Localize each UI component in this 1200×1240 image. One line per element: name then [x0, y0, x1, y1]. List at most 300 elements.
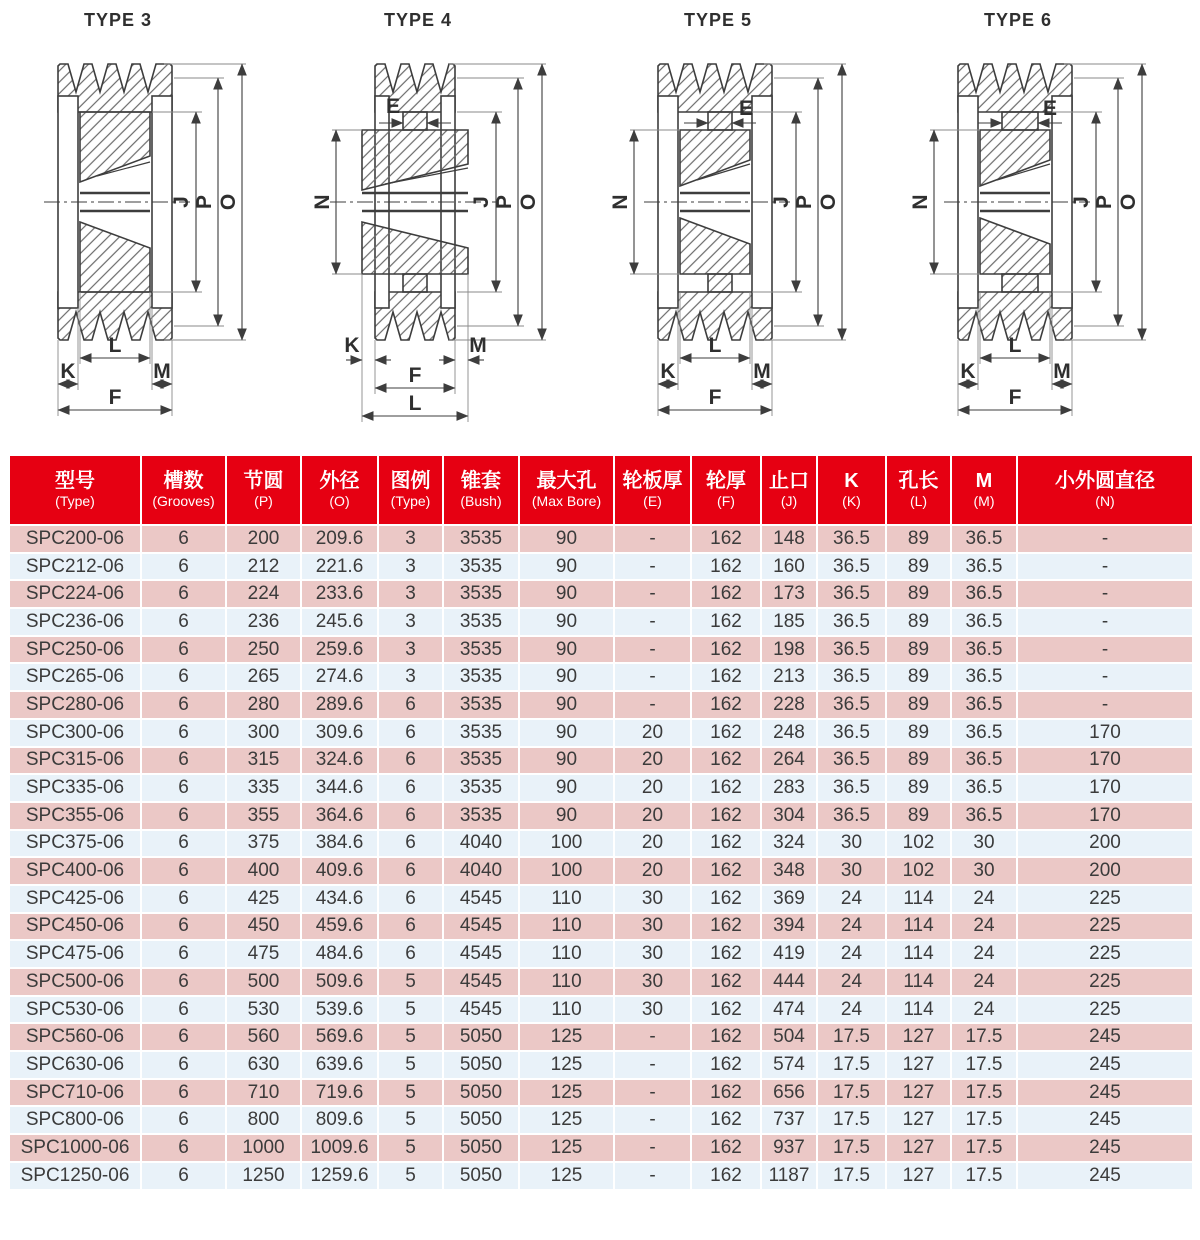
table-cell: 3535 [443, 719, 519, 747]
table-cell: 89 [886, 636, 951, 664]
table-cell: 110 [519, 940, 614, 968]
column-header: 外径 (O) [301, 455, 378, 525]
table-cell: 20 [614, 802, 691, 830]
table-cell: SPC236-06 [9, 608, 141, 636]
table-cell: 30 [951, 857, 1017, 885]
table-cell: 6 [141, 636, 226, 664]
table-cell: 200 [1017, 830, 1193, 858]
table-cell: SPC212-06 [9, 553, 141, 581]
table-cell: 110 [519, 913, 614, 941]
dim-l: L [708, 334, 722, 357]
table-cell: 17.5 [951, 1023, 1017, 1051]
table-cell: 30 [614, 940, 691, 968]
table-cell: 3535 [443, 553, 519, 581]
table-cell: 6 [378, 913, 443, 941]
table-cell: - [614, 1106, 691, 1134]
table-cell: 90 [519, 636, 614, 664]
table-cell: 36.5 [817, 525, 886, 553]
table-cell: 30 [951, 830, 1017, 858]
table-cell: 36.5 [817, 719, 886, 747]
table-cell: 36.5 [951, 525, 1017, 553]
column-header: 轮厚 (F) [691, 455, 761, 525]
table-cell: 400 [226, 857, 301, 885]
table-cell: 110 [519, 968, 614, 996]
table-cell: 3535 [443, 691, 519, 719]
table-cell: 5050 [443, 1134, 519, 1162]
table-cell: 17.5 [951, 1106, 1017, 1134]
table-cell: - [1017, 608, 1193, 636]
spec-table [8, 454, 1194, 1191]
table-cell: 1187 [761, 1162, 817, 1190]
dim-m: M [153, 360, 171, 383]
table-cell: 6 [378, 691, 443, 719]
table-cell: 245 [1017, 1106, 1193, 1134]
table-cell: 324.6 [301, 747, 378, 775]
table-cell: 89 [886, 691, 951, 719]
table-cell: 369 [761, 885, 817, 913]
column-header: 图例 (Type) [378, 455, 443, 525]
table-cell: 259.6 [301, 636, 378, 664]
type-3-drawing [0, 0, 300, 450]
dim-o: O [817, 193, 840, 211]
table-row [9, 830, 1193, 858]
dim-k: K [60, 360, 76, 383]
table-cell: SPC500-06 [9, 968, 141, 996]
table-cell: 17.5 [817, 1106, 886, 1134]
table-cell: 6 [378, 830, 443, 858]
table-cell: 504 [761, 1023, 817, 1051]
type-4-diagram [300, 0, 600, 450]
table-cell: 185 [761, 608, 817, 636]
table-cell: SPC355-06 [9, 802, 141, 830]
table-cell: 89 [886, 802, 951, 830]
table-cell: 574 [761, 1051, 817, 1079]
table-cell: 5 [378, 1023, 443, 1051]
table-cell: 127 [886, 1134, 951, 1162]
table-cell: 425 [226, 885, 301, 913]
table-cell: 90 [519, 553, 614, 581]
table-cell: 90 [519, 525, 614, 553]
table-cell: 162 [691, 663, 761, 691]
table-cell: 6 [378, 774, 443, 802]
table-cell: 6 [141, 830, 226, 858]
table-cell: 710 [226, 1079, 301, 1107]
table-cell: 162 [691, 885, 761, 913]
table-cell: 127 [886, 1079, 951, 1107]
table-cell: 17.5 [817, 1079, 886, 1107]
table-cell: 162 [691, 774, 761, 802]
dim-m: M [753, 360, 771, 383]
table-row [9, 747, 1193, 775]
table-cell: 114 [886, 940, 951, 968]
drawing-title: TYPE 4 [383, 10, 453, 30]
table-cell: 162 [691, 1079, 761, 1107]
table-row [9, 968, 1193, 996]
table-cell: 162 [691, 857, 761, 885]
table-cell: 162 [691, 968, 761, 996]
table-cell: 200 [1017, 857, 1193, 885]
table-cell: 419 [761, 940, 817, 968]
table-cell: 364.6 [301, 802, 378, 830]
table-cell: 36.5 [951, 802, 1017, 830]
table-cell: 162 [691, 636, 761, 664]
table-cell: 36.5 [817, 691, 886, 719]
table-cell: 228 [761, 691, 817, 719]
table-cell: 344.6 [301, 774, 378, 802]
table-row [9, 1162, 1193, 1190]
table-row [9, 636, 1193, 664]
table-cell: 245 [1017, 1079, 1193, 1107]
table-cell: 36.5 [951, 580, 1017, 608]
table-cell: 125 [519, 1106, 614, 1134]
drawing-title: TYPE 3 [83, 10, 153, 30]
table-cell: 160 [761, 553, 817, 581]
table-cell: 162 [691, 525, 761, 553]
table-cell: 6 [141, 885, 226, 913]
table-header-row [9, 455, 1193, 525]
table-cell: 36.5 [817, 608, 886, 636]
table-cell: 5 [378, 1079, 443, 1107]
table-cell: 6 [141, 1162, 226, 1190]
table-cell: 245.6 [301, 608, 378, 636]
dim-p: P [493, 194, 516, 210]
table-cell: 656 [761, 1079, 817, 1107]
table-cell: 162 [691, 802, 761, 830]
type-4-drawing [300, 0, 600, 450]
table-cell: - [614, 636, 691, 664]
table-cell: 6 [141, 1051, 226, 1079]
table-cell: 5 [378, 996, 443, 1024]
table-cell: 89 [886, 553, 951, 581]
table-cell: - [614, 663, 691, 691]
table-cell: 20 [614, 857, 691, 885]
table-cell: 36.5 [817, 553, 886, 581]
dim-l: L [1008, 334, 1022, 357]
table-cell: 375 [226, 830, 301, 858]
table-cell: SPC1000-06 [9, 1134, 141, 1162]
table-row [9, 913, 1193, 941]
table-cell: 475 [226, 940, 301, 968]
table-cell: - [614, 608, 691, 636]
table-cell: 719.6 [301, 1079, 378, 1107]
table-cell: 162 [691, 1023, 761, 1051]
dim-e: E [385, 95, 401, 118]
table-cell: 90 [519, 802, 614, 830]
table-cell: 4545 [443, 913, 519, 941]
table-cell: 384.6 [301, 830, 378, 858]
table-cell: 4545 [443, 885, 519, 913]
dim-m: M [1053, 360, 1071, 383]
column-header: 最大孔 (Max Bore) [519, 455, 614, 525]
dim-m: M [469, 334, 487, 357]
table-cell: 355 [226, 802, 301, 830]
table-cell: 3535 [443, 663, 519, 691]
table-cell: 394 [761, 913, 817, 941]
table-cell: 5050 [443, 1162, 519, 1190]
dim-k: K [660, 360, 676, 383]
table-cell: 6 [378, 802, 443, 830]
table-cell: 114 [886, 968, 951, 996]
table-cell: 114 [886, 913, 951, 941]
table-cell: 6 [141, 580, 226, 608]
table-cell: 348 [761, 857, 817, 885]
column-header: 槽数 (Grooves) [141, 455, 226, 525]
table-cell: 639.6 [301, 1051, 378, 1079]
table-row [9, 857, 1193, 885]
table-cell: 114 [886, 996, 951, 1024]
table-cell: - [614, 580, 691, 608]
table-cell: 4545 [443, 996, 519, 1024]
table-cell: SPC1250-06 [9, 1162, 141, 1190]
table-cell: 809.6 [301, 1106, 378, 1134]
table-cell: 17.5 [817, 1162, 886, 1190]
table-cell: 5 [378, 1051, 443, 1079]
table-row [9, 553, 1193, 581]
table-cell: 484.6 [301, 940, 378, 968]
table-cell: 102 [886, 857, 951, 885]
dim-e: E [1042, 97, 1058, 120]
dim-o: O [517, 193, 540, 211]
table-cell: 89 [886, 747, 951, 775]
column-header: 节圆 (P) [226, 455, 301, 525]
table-cell: 17.5 [951, 1134, 1017, 1162]
table-row [9, 1134, 1193, 1162]
dim-f: F [108, 386, 122, 409]
table-cell: 409.6 [301, 857, 378, 885]
table-cell: 225 [1017, 940, 1193, 968]
table-cell: 6 [141, 1079, 226, 1107]
table-cell: 304 [761, 802, 817, 830]
table-cell: 5 [378, 1134, 443, 1162]
table-cell: 474 [761, 996, 817, 1024]
table-cell: 114 [886, 885, 951, 913]
table-row [9, 802, 1193, 830]
table-cell: 315 [226, 747, 301, 775]
table-cell: 6 [141, 774, 226, 802]
table-cell: 264 [761, 747, 817, 775]
table-cell: 162 [691, 1134, 761, 1162]
table-cell: 20 [614, 830, 691, 858]
table-cell: 162 [691, 1162, 761, 1190]
table-cell: 530 [226, 996, 301, 1024]
table-cell: 36.5 [951, 719, 1017, 747]
table-cell: 225 [1017, 968, 1193, 996]
table-cell: 221.6 [301, 553, 378, 581]
table-cell: 6 [378, 719, 443, 747]
table-cell: 1250 [226, 1162, 301, 1190]
table-cell: 630 [226, 1051, 301, 1079]
table-cell: 200 [226, 525, 301, 553]
dim-p: P [1093, 194, 1116, 210]
table-cell: 3 [378, 553, 443, 581]
table-cell: 36.5 [951, 553, 1017, 581]
table-cell: 225 [1017, 885, 1193, 913]
table-cell: 6 [141, 968, 226, 996]
table-cell: - [614, 1134, 691, 1162]
table-cell: 265 [226, 663, 301, 691]
table-cell: 125 [519, 1162, 614, 1190]
table-cell: 170 [1017, 747, 1193, 775]
drawings-strip [0, 0, 1200, 450]
table-cell: 17.5 [817, 1134, 886, 1162]
table-cell: 6 [141, 553, 226, 581]
table-cell: 24 [951, 940, 1017, 968]
table-cell: 100 [519, 857, 614, 885]
dim-o: O [1117, 193, 1140, 211]
table-cell: 283 [761, 774, 817, 802]
table-cell: 245 [1017, 1162, 1193, 1190]
table-cell: 6 [141, 719, 226, 747]
table-cell: 162 [691, 719, 761, 747]
dim-k: K [960, 360, 976, 383]
table-cell: 5 [378, 1106, 443, 1134]
table-cell: 90 [519, 608, 614, 636]
table-cell: 162 [691, 830, 761, 858]
table-cell: 162 [691, 608, 761, 636]
table-cell: 245 [1017, 1023, 1193, 1051]
table-cell: 162 [691, 1051, 761, 1079]
table-cell: 148 [761, 525, 817, 553]
table-cell: 3535 [443, 774, 519, 802]
table-cell: 434.6 [301, 885, 378, 913]
table-cell: 289.6 [301, 691, 378, 719]
table-cell: 209.6 [301, 525, 378, 553]
table-cell: - [614, 691, 691, 719]
table-cell: 24 [817, 968, 886, 996]
dim-f: F [1008, 386, 1022, 409]
table-cell: 89 [886, 580, 951, 608]
table-cell: 102 [886, 830, 951, 858]
table-row [9, 663, 1193, 691]
table-cell: 225 [1017, 996, 1193, 1024]
table-cell: 110 [519, 885, 614, 913]
table-cell: 30 [614, 885, 691, 913]
table-cell: 17.5 [951, 1051, 1017, 1079]
column-header: 型号 (Type) [9, 455, 141, 525]
table-cell: 20 [614, 774, 691, 802]
table-cell: 170 [1017, 774, 1193, 802]
dim-j: J [1070, 196, 1093, 208]
table-cell: 1009.6 [301, 1134, 378, 1162]
table-cell: 224 [226, 580, 301, 608]
table-cell: - [1017, 691, 1193, 719]
table-cell: 24 [951, 968, 1017, 996]
table-row [9, 1051, 1193, 1079]
table-cell: 245 [1017, 1134, 1193, 1162]
table-cell: 24 [951, 885, 1017, 913]
table-cell: 125 [519, 1051, 614, 1079]
table-cell: 5050 [443, 1106, 519, 1134]
table-cell: 170 [1017, 719, 1193, 747]
table-cell: 162 [691, 553, 761, 581]
table-cell: SPC530-06 [9, 996, 141, 1024]
dim-o: O [217, 193, 240, 211]
table-cell: 30 [614, 913, 691, 941]
table-cell: 6 [141, 1134, 226, 1162]
table-cell: 36.5 [951, 747, 1017, 775]
table-cell: SPC265-06 [9, 663, 141, 691]
column-header: 锥套 (Bush) [443, 455, 519, 525]
table-cell: 245 [1017, 1051, 1193, 1079]
dim-n: N [909, 194, 932, 210]
table-cell: 36.5 [951, 774, 1017, 802]
table-cell: 89 [886, 525, 951, 553]
table-cell: 20 [614, 747, 691, 775]
table-cell: 36.5 [817, 636, 886, 664]
table-body [9, 525, 1193, 1190]
table-cell: - [1017, 580, 1193, 608]
table-cell: 125 [519, 1023, 614, 1051]
table-cell: 212 [226, 553, 301, 581]
table-cell: 6 [378, 747, 443, 775]
table-cell: 127 [886, 1162, 951, 1190]
table-cell: SPC335-06 [9, 774, 141, 802]
column-header: M (M) [951, 455, 1017, 525]
table-cell: 198 [761, 636, 817, 664]
table-cell: SPC560-06 [9, 1023, 141, 1051]
table-cell: 3 [378, 608, 443, 636]
table-cell: 737 [761, 1106, 817, 1134]
table-cell: 127 [886, 1023, 951, 1051]
table-cell: 89 [886, 608, 951, 636]
table-cell: 110 [519, 996, 614, 1024]
dim-e: E [738, 97, 754, 120]
dim-j: J [770, 196, 793, 208]
table-cell: 3535 [443, 747, 519, 775]
table-cell: 569.6 [301, 1023, 378, 1051]
table-cell: 233.6 [301, 580, 378, 608]
table-cell: 24 [951, 996, 1017, 1024]
table-row [9, 580, 1193, 608]
table-cell: 5 [378, 1162, 443, 1190]
table-cell: 162 [691, 996, 761, 1024]
table-row [9, 774, 1193, 802]
table-cell: - [614, 1079, 691, 1107]
table-cell: 36.5 [817, 774, 886, 802]
table-cell: 3535 [443, 608, 519, 636]
table-cell: 36.5 [817, 747, 886, 775]
table-cell: 6 [141, 691, 226, 719]
table-cell: 90 [519, 719, 614, 747]
table-cell: 100 [519, 830, 614, 858]
table-cell: 800 [226, 1106, 301, 1134]
drawing-title: TYPE 5 [683, 10, 753, 30]
table-row [9, 996, 1193, 1024]
table-cell: SPC450-06 [9, 913, 141, 941]
table-cell: 24 [817, 996, 886, 1024]
table-cell: 560 [226, 1023, 301, 1051]
table-cell: 30 [817, 857, 886, 885]
dim-n: N [609, 194, 632, 210]
column-header: 孔长 (L) [886, 455, 951, 525]
table-cell: SPC315-06 [9, 747, 141, 775]
table-cell: 17.5 [817, 1051, 886, 1079]
table-cell: - [1017, 525, 1193, 553]
table-cell: 90 [519, 691, 614, 719]
dim-p: P [793, 194, 816, 210]
table-cell: 6 [141, 608, 226, 636]
column-header: 轮板厚 (E) [614, 455, 691, 525]
table-cell: SPC280-06 [9, 691, 141, 719]
table-cell: 5050 [443, 1079, 519, 1107]
table-cell: SPC375-06 [9, 830, 141, 858]
table-cell: 6 [141, 802, 226, 830]
table-cell: - [1017, 636, 1193, 664]
table-cell: - [614, 1051, 691, 1079]
table-cell: 6 [141, 747, 226, 775]
table-cell: 248 [761, 719, 817, 747]
table-cell: 24 [951, 913, 1017, 941]
